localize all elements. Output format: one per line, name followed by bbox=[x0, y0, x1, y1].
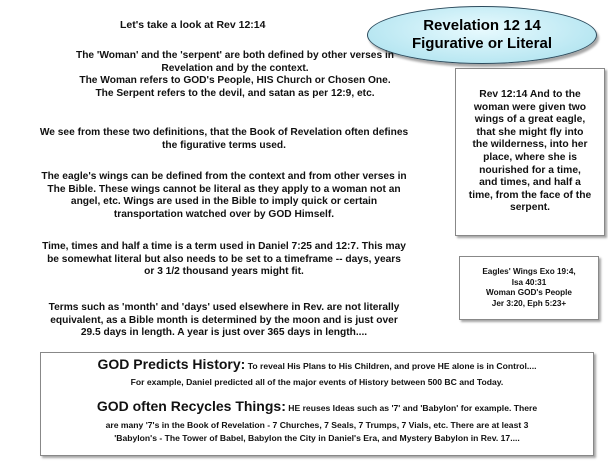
reference-line: Isa 40:31 bbox=[511, 277, 547, 287]
verse-text bbox=[461, 89, 599, 215]
reference-line: Eagles' Wings Exo 19:4, bbox=[482, 267, 576, 276]
paragraph-line: or 3 1/2 thousand years might fit. bbox=[144, 266, 304, 278]
verse-line: place, where she is bbox=[483, 152, 577, 163]
paragraph-line: equivalent, as a Bible month is determined by the moon and is just over bbox=[50, 314, 398, 326]
summary-line: 'Babylon's - The Tower of Babel, Babylon the City in Daniel's Era, and Mystery Babylon in Rev. 17.... bbox=[114, 433, 520, 443]
paragraph-line: transportation watched over by GOD Himself. bbox=[113, 208, 335, 220]
paragraph-line: be somewhat literal but also needs to be set to a timeframe -- days, years bbox=[47, 253, 401, 265]
summary-heading-history: GOD Predicts History: bbox=[97, 356, 246, 372]
paragraph-line: The 'Woman' and the 'serpent' are both defined by other verses in bbox=[75, 50, 395, 61]
summary-line: For example, Daniel predicted all of the major events of History between 500 BC and Today. bbox=[130, 377, 504, 387]
title-line-1: Revelation 12 14 bbox=[423, 17, 541, 34]
reference-line: Woman GOD's People bbox=[486, 288, 572, 297]
paragraph-line: The Woman refers to GOD's People, HIS Church or Chosen One. bbox=[79, 75, 391, 87]
verse-line: woman were given two bbox=[473, 101, 587, 113]
paragraph-line: The Bible. These wings cannot be literal as they apply to a woman not an bbox=[47, 183, 401, 195]
verse-line: and times, and half a bbox=[479, 177, 581, 189]
reference-text bbox=[464, 267, 594, 309]
paragraph-month-days bbox=[14, 302, 434, 340]
paragraph-time-times bbox=[4, 241, 444, 279]
paragraph-line: Terms such as 'month' and 'days' used elsewhere in Rev. are not literally bbox=[48, 302, 400, 313]
summary-line bbox=[41, 356, 593, 372]
paragraph-line: Time, times and half a time is a term used in Daniel 7:25 and 12:7. This may bbox=[42, 241, 406, 252]
paragraph-eagle-wings bbox=[4, 171, 444, 221]
verse-line: the wilderness, into her bbox=[472, 139, 588, 151]
title-line-2: Figurative or Literal bbox=[411, 35, 553, 52]
verse-line: Rev 12:14 And to the bbox=[479, 89, 581, 101]
summary-text: To reveal His Plans to His Children, and prove HE alone is in Control.... bbox=[245, 361, 537, 371]
reference-line: Jer 3:20, Eph 5:23+ bbox=[491, 298, 567, 308]
verse-line: nourished for a time, bbox=[479, 164, 581, 176]
intro-text: Let's take a look at Rev 12:14 bbox=[120, 19, 266, 31]
summary-box bbox=[40, 352, 594, 456]
paragraph-line: 29.5 days in length. A year is just over 365 days in length.... bbox=[80, 327, 368, 339]
paragraph-line: the figurative terms used. bbox=[162, 139, 286, 151]
reference-box bbox=[459, 256, 599, 320]
paragraph-line: The Serpent refers to the devil, and satan as per 12:9, etc. bbox=[95, 87, 375, 99]
paragraph-line: Revelation and by the context. bbox=[161, 62, 309, 74]
verse-line: serpent. bbox=[509, 202, 551, 214]
summary-heading-recycles: GOD often Recycles Things: bbox=[96, 398, 286, 414]
verse-line: time, from the face of the bbox=[468, 189, 592, 201]
paragraph-line: We see from these two definitions, that the Book of Revelation often defines bbox=[39, 127, 409, 138]
summary-line bbox=[41, 398, 593, 414]
verse-box bbox=[455, 68, 605, 236]
verse-line: wings of a great eagle, bbox=[474, 114, 586, 126]
verse-line: that she might fly into bbox=[476, 126, 584, 138]
summary-text: HE reuses Ideas such as '7' and 'Babylon' for example. There bbox=[285, 403, 538, 413]
paragraph-line: angel, etc. Wings are used in the Bible to imply quick or certain bbox=[70, 196, 378, 208]
paragraph-definitions bbox=[4, 127, 444, 152]
summary-line: are many '7's in the Book of Revelation - 7 Churches, 7 Seals, 7 Trumps, 7 Vials, etc. There are at least 3 bbox=[105, 420, 529, 430]
paragraph-line: The eagle's wings can be defined from the context and from other verses in bbox=[41, 171, 407, 182]
paragraph-woman-serpent bbox=[30, 50, 440, 100]
